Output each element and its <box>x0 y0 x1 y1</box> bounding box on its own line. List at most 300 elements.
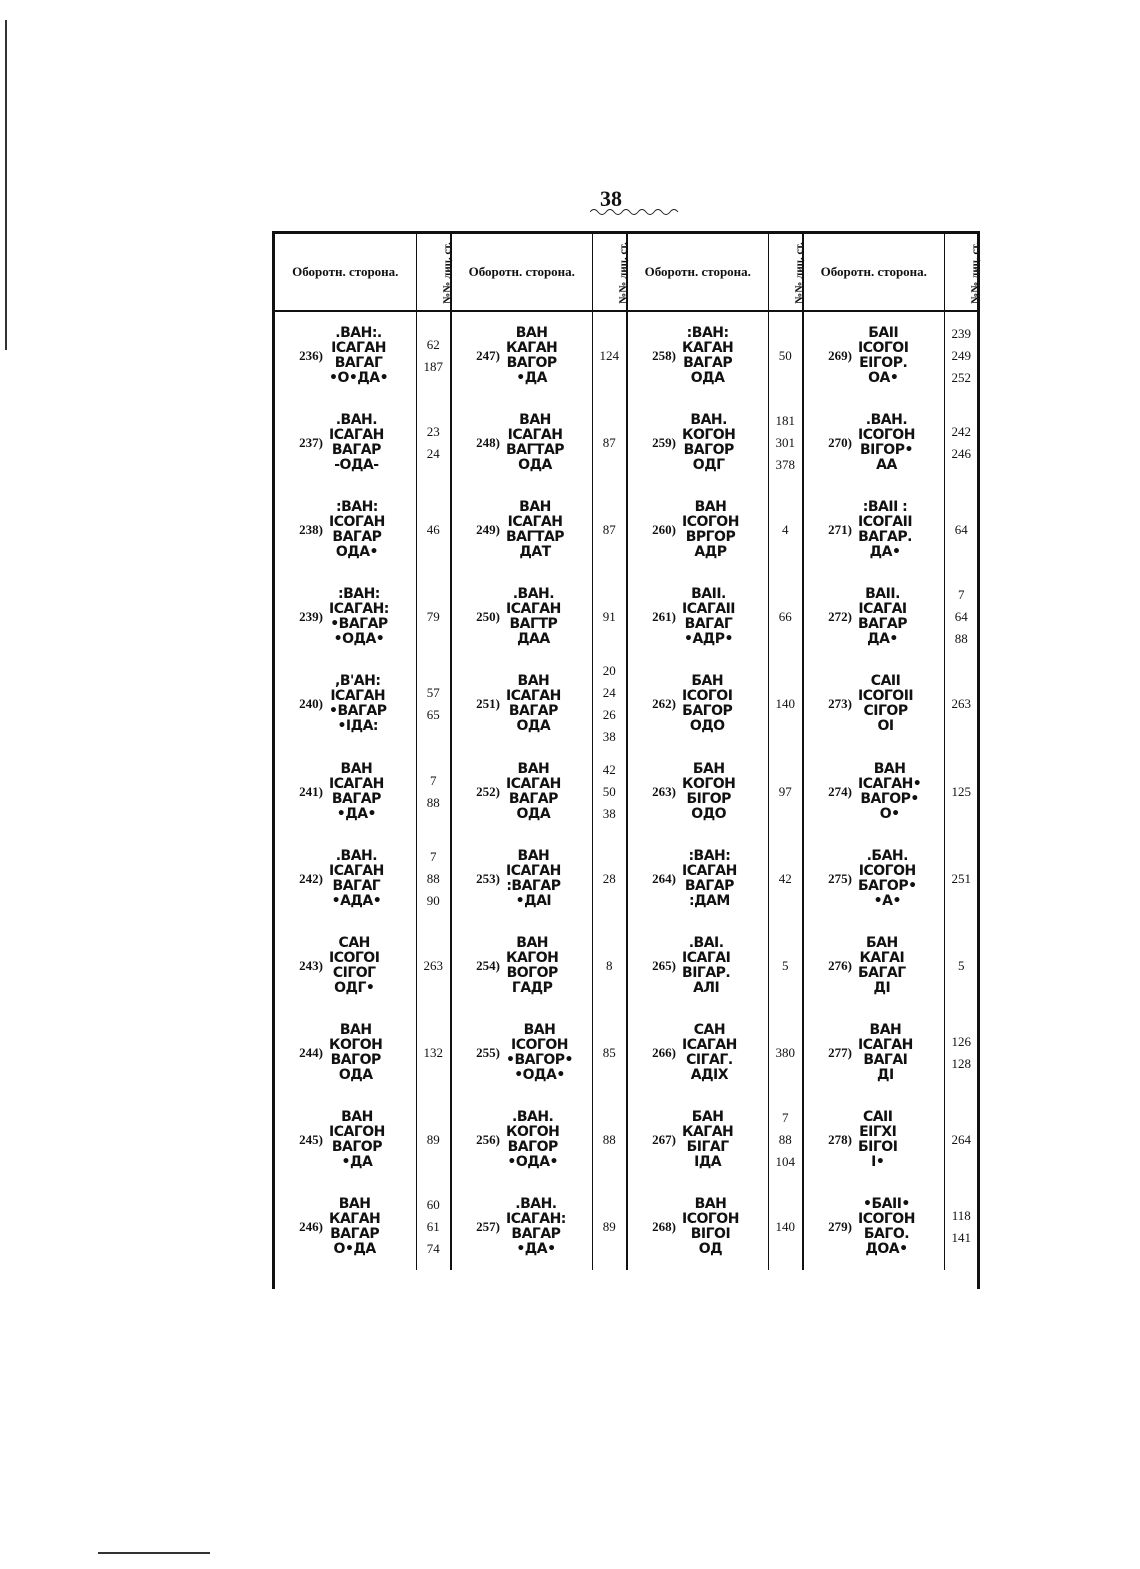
obverse-number: 66 <box>778 608 792 624</box>
inscription-line: ВАГАР <box>511 1225 561 1242</box>
inscription-line: ОДГ• <box>334 979 375 996</box>
obverse-numbers-cell <box>592 399 627 486</box>
reverse-side-cell <box>451 748 592 835</box>
inscription-line: ОА• <box>868 369 899 386</box>
inscription-line: ВАГАР. <box>858 528 912 545</box>
inscription-line: ВАН <box>869 1021 902 1038</box>
table-row <box>275 311 979 399</box>
entry-number: 267) <box>652 1131 676 1147</box>
inscription-line: КОГОН <box>329 1036 383 1053</box>
obverse-numbers-cell <box>768 660 803 748</box>
inscription-line: ІСОГОІ <box>682 688 733 704</box>
inscription-line: І• <box>871 1153 885 1170</box>
entry-number: 276) <box>828 957 852 973</box>
entry-number: 245) <box>299 1131 323 1147</box>
inscription-line: ОДА <box>516 805 551 822</box>
inscription <box>506 326 557 386</box>
entry-number: 259) <box>652 434 676 450</box>
inscription-line: ОДА• <box>335 543 378 560</box>
obverse-number: 64 <box>954 521 968 537</box>
inscription <box>329 587 389 647</box>
inscription <box>506 413 564 473</box>
inscription-line: :ВАН: <box>688 847 731 864</box>
wavy-rule <box>590 206 680 218</box>
inscription-line: СІГОР <box>863 703 908 719</box>
reverse-side-cell <box>627 1096 768 1183</box>
inscription-line: .ВАН. <box>512 585 555 602</box>
obverse-number: 124 <box>599 347 619 363</box>
obverse-number: 24 <box>602 685 616 700</box>
inscription-line: ІСАГАН• <box>858 775 922 792</box>
inscription-line: ВАГАГ <box>684 615 733 632</box>
reverse-side-cell <box>451 835 592 922</box>
inscription-line: ВРГОР <box>685 528 736 545</box>
inscription-line: БАГО. <box>863 1225 910 1242</box>
inscription-line: О• <box>879 805 900 822</box>
obverse-numbers-cell <box>416 660 451 748</box>
inscription-line: ІСАГАН <box>330 688 386 704</box>
reverse-side-cell <box>451 660 592 748</box>
inscription <box>506 500 564 560</box>
obverse-number: 57 <box>426 685 440 700</box>
obverse-numbers-cell <box>592 311 627 399</box>
inscription-line: ВІГОР• <box>860 441 913 458</box>
inscription-line: •ІДА: <box>337 718 379 734</box>
inscription-line: ОДА <box>690 369 725 386</box>
obverse-numbers-cell <box>416 486 451 573</box>
inscription-line: ІСАГАН <box>507 426 563 443</box>
obverse-number: 140 <box>775 696 795 711</box>
inscription-line: :ВАН: <box>335 498 378 515</box>
entry-number: 251) <box>476 696 500 711</box>
inscription-line: ДОА• <box>865 1240 908 1257</box>
inscription-line: ВАН <box>339 1021 372 1038</box>
obverse-number: 252 <box>951 369 971 385</box>
obverse-number: 263 <box>423 957 443 973</box>
obverse-number: 88 <box>426 870 440 886</box>
reverse-side-cell <box>627 922 768 1009</box>
obverse-numbers-cell <box>768 311 803 399</box>
inscription-line: .ВАІ. <box>688 934 724 951</box>
scan-edge-line <box>5 20 7 350</box>
table-row <box>275 922 979 1009</box>
reverse-side-cell <box>627 835 768 922</box>
obverse-numbers-cell <box>768 748 803 835</box>
inscription-line: .ВАН. <box>335 847 378 864</box>
inscription-line: •ДА <box>341 1153 373 1170</box>
entry-number: 256) <box>476 1131 500 1147</box>
inscription-line: •ОДА• <box>507 1153 558 1170</box>
obverse-numbers-cell <box>416 835 451 922</box>
inscription-line: ІСАГОН <box>329 1123 385 1140</box>
inscription-line: ДА• <box>867 630 898 647</box>
reverse-side-cell <box>275 660 416 748</box>
inscription-line: ВОГОР <box>506 964 558 981</box>
entry-number: 279) <box>828 1218 852 1234</box>
inscription-line: .ВАН. <box>865 411 908 428</box>
inscription-line: ОД <box>698 1240 723 1257</box>
obverse-number: 251 <box>951 870 971 886</box>
entry-number: 254) <box>476 957 500 973</box>
obverse-number: 88 <box>778 1131 792 1147</box>
obverse-number: 91 <box>602 608 616 624</box>
inscription-line: ВАГОР• <box>860 790 919 807</box>
obverse-number: 64 <box>954 608 968 624</box>
inscription <box>329 1023 382 1083</box>
inscription <box>682 1023 737 1083</box>
entry-number: 238) <box>299 521 323 537</box>
inscription-line: ІСОГОІ <box>858 339 909 356</box>
inscription-line: ВАН <box>517 760 550 777</box>
inscription <box>858 674 913 734</box>
entry-number: 255) <box>476 1044 500 1060</box>
inscription-line: О•ДА <box>333 1240 376 1257</box>
entry-number: 252) <box>476 783 500 799</box>
reverse-side-cell <box>803 660 944 748</box>
entry-number: 269) <box>828 347 852 363</box>
obverse-numbers-cell <box>592 835 627 922</box>
inscription-line: ВАН <box>341 1108 373 1125</box>
entry-number: 277) <box>828 1044 852 1060</box>
reverse-side-cell <box>803 573 944 660</box>
inscription-line: ВАН. <box>690 411 727 428</box>
obverse-number: 89 <box>602 1218 616 1234</box>
table-row <box>275 573 979 660</box>
obverse-numbers-cell <box>592 660 627 748</box>
inscription-line: ІСОГОН <box>858 1210 915 1227</box>
obverse-numbers-cell <box>416 1009 451 1096</box>
inscription-line: ІСАГАІ <box>682 949 731 966</box>
inscription-line: ВАГАР <box>331 441 381 458</box>
obverse-number: 7 <box>430 848 437 864</box>
obverse-number: 239 <box>951 325 971 341</box>
obverse-numbers-cell <box>592 922 627 1009</box>
inscription <box>858 326 908 386</box>
inscription-line: САІІ <box>862 1108 893 1125</box>
reverse-side-cell <box>803 399 944 486</box>
inscription-line: ІСАГАН <box>507 513 563 530</box>
inscription-line: ЕІГХІ <box>859 1123 897 1140</box>
inscription-line: ОДО <box>691 805 727 822</box>
inscription <box>682 1110 733 1170</box>
obverse-numbers-cell <box>592 1009 627 1096</box>
inscription <box>506 1197 566 1257</box>
inscription-line: ВАН <box>517 673 550 689</box>
obverse-number: 5 <box>782 957 789 973</box>
inscription-line: ВАГАГ <box>332 877 381 894</box>
inscription-line: БАГОР• <box>858 877 917 894</box>
obverse-number: 187 <box>423 358 443 374</box>
reverse-side-cell <box>451 922 592 1009</box>
obverse-number: 378 <box>775 456 795 472</box>
inscription <box>506 1110 559 1170</box>
col-header-reverse-side: Оборотн. сторона. <box>275 234 416 311</box>
obverse-numbers-cell <box>768 486 803 573</box>
inscription-line: ІСОГОІ <box>329 949 380 966</box>
inscription <box>858 762 921 822</box>
inscription-line: ,В'АН: <box>335 673 381 689</box>
entry-number: 266) <box>652 1044 676 1060</box>
inscription-line: .БАН. <box>866 847 908 864</box>
inscription-line: •АДА• <box>331 892 382 909</box>
inscription-line: ВАГОР <box>506 354 557 371</box>
inscription-line: -ОДА- <box>334 456 379 473</box>
inscription <box>329 674 386 734</box>
inscription-line: •ДАІ <box>515 892 552 909</box>
inscription <box>329 849 384 909</box>
inscription <box>329 1110 385 1170</box>
inscription-line: САН <box>338 934 370 951</box>
obverse-numbers-cell <box>416 922 451 1009</box>
inscription <box>858 500 912 560</box>
inscription-line: СІГОГ <box>332 964 376 981</box>
reverse-side-cell <box>803 486 944 573</box>
inscription-line: СІГАГ. <box>686 1051 733 1068</box>
entry-number: 236) <box>299 347 323 363</box>
obverse-number: 38 <box>602 805 616 821</box>
obverse-numbers-cell <box>944 1183 979 1270</box>
inscription <box>682 500 739 560</box>
inscription <box>506 1023 573 1083</box>
reverse-side-cell <box>451 1183 592 1270</box>
inscription-line: БАГОР <box>682 703 733 719</box>
obverse-number: 263 <box>951 696 971 711</box>
inscription-line: ІСАГАН <box>506 862 561 879</box>
entry-number: 246) <box>299 1218 323 1234</box>
obverse-numbers-cell <box>768 1096 803 1183</box>
inscription-line: АДР <box>694 543 727 560</box>
obverse-number: 87 <box>602 434 616 450</box>
entry-number: 244) <box>299 1044 323 1060</box>
inscription-line: ВАГАР <box>858 615 908 632</box>
table-row <box>275 1096 979 1183</box>
col-header-obverse-numbers: №№ лиц. ст. <box>768 234 803 311</box>
obverse-number: 38 <box>602 729 616 744</box>
obverse-number: 128 <box>951 1055 971 1071</box>
reverse-side-cell <box>275 1009 416 1096</box>
inscription-line: .ВАН. <box>512 1108 554 1125</box>
entry-number: 275) <box>828 870 852 886</box>
inscription-line: ДАА <box>517 630 550 647</box>
reverse-side-cell <box>275 573 416 660</box>
obverse-number: 4 <box>782 521 789 537</box>
inscription-line: КАГОН <box>506 949 559 966</box>
obverse-number: 26 <box>602 707 616 722</box>
obverse-number: 24 <box>426 445 440 461</box>
inscription-line: ВАГАР <box>684 877 734 894</box>
obverse-number: 246 <box>951 445 971 461</box>
inscription-line: БАН <box>692 760 725 777</box>
inscription-line: •О•ДА• <box>329 369 389 386</box>
entry-number: 247) <box>476 347 500 363</box>
inscription-line: ДІ <box>877 1066 894 1083</box>
inscription-line: ІСОГОН <box>858 862 916 879</box>
inscription <box>682 1197 739 1257</box>
obverse-number: 50 <box>602 783 616 799</box>
inscription-line: АА <box>876 456 897 473</box>
obverse-numbers-cell <box>944 486 979 573</box>
col-header-obverse-numbers: №№ лиц. ст. <box>944 234 979 311</box>
inscription <box>506 849 561 909</box>
inscription-line: БАН <box>691 673 724 689</box>
inscription-line: ІСОГОІІ <box>858 688 914 704</box>
inscription-line: •ОДА• <box>333 630 385 647</box>
table-row <box>275 748 979 835</box>
reverse-side-cell <box>451 399 592 486</box>
obverse-number: 62 <box>426 336 440 352</box>
obverse-number: 126 <box>951 1033 971 1049</box>
inscription-line: ОДГ <box>692 456 725 473</box>
inscription-line: ІСАГАН <box>506 600 561 617</box>
inscription-line: ІСАГАІІ <box>682 600 735 617</box>
inscription-line: •ОДА• <box>514 1066 565 1083</box>
inscription-line: БАН <box>691 1108 724 1125</box>
obverse-number: 125 <box>951 783 971 799</box>
inscription <box>506 587 561 647</box>
reverse-side-cell <box>627 311 768 399</box>
entry-number: 264) <box>652 870 676 886</box>
reverse-side-cell <box>451 573 592 660</box>
obverse-number: 7 <box>430 772 437 788</box>
entry-number: 274) <box>828 783 852 799</box>
inscription-line: •ДА• <box>516 1240 556 1257</box>
reverse-side-cell <box>275 1096 416 1183</box>
inscription-line: ІСАГАН <box>329 862 384 879</box>
obverse-numbers-cell <box>944 399 979 486</box>
obverse-number: 118 <box>951 1207 971 1223</box>
scan-bottom-line <box>98 1552 210 1554</box>
inscription-line: .ВАН. <box>515 1195 557 1212</box>
reverse-side-cell <box>627 1183 768 1270</box>
entry-number: 237) <box>299 434 323 450</box>
obverse-numbers-cell <box>416 311 451 399</box>
obverse-number: 264 <box>951 1131 971 1147</box>
inscription-line: ОДА <box>516 718 551 734</box>
inscription-line: :ВАН: <box>337 585 380 602</box>
obverse-number: 60 <box>426 1196 440 1212</box>
inscription-line: ДА• <box>869 543 901 560</box>
reverse-side-cell <box>451 311 592 399</box>
entry-number: 249) <box>476 521 500 537</box>
entry-number: 243) <box>299 957 323 973</box>
inscription-line: АДІХ <box>690 1066 729 1083</box>
obverse-number: 181 <box>775 412 795 428</box>
header-row <box>275 234 979 311</box>
entry-number: 262) <box>652 696 676 711</box>
obverse-number: 74 <box>426 1240 440 1256</box>
inscription-line: ЕІГОР. <box>859 354 908 371</box>
inscription-line: ВАГТАР <box>506 441 565 458</box>
inscription-line: ДІ <box>873 979 891 996</box>
inscription-line: •ВАГОР• <box>506 1051 573 1068</box>
obverse-numbers-cell <box>944 1096 979 1183</box>
inscription-line: ОДО <box>689 718 725 734</box>
entry-number: 241) <box>299 783 323 799</box>
inscription-line: •ДА <box>516 369 548 386</box>
obverse-number: 88 <box>954 630 968 646</box>
inscription-line: ІСАГАН <box>506 775 561 792</box>
inscription <box>682 936 730 996</box>
reverse-side-cell <box>627 660 768 748</box>
reverse-side-cell <box>803 311 944 399</box>
inscription-line: ВАГОР <box>330 1051 381 1068</box>
reverse-side-cell <box>275 486 416 573</box>
inscription-line: ОДА <box>518 456 552 473</box>
inscription-line: ВАГОР <box>507 1138 558 1155</box>
obverse-number: 90 <box>426 892 440 908</box>
inscription-line: ОДА <box>338 1066 373 1083</box>
table-row <box>275 486 979 573</box>
inscription-line: :ВАГАР <box>506 877 561 894</box>
inscription-line: ВАН <box>694 498 727 515</box>
obverse-number: 301 <box>775 434 795 450</box>
inscription-line: ВАГАР <box>508 703 558 719</box>
reverse-side-cell <box>627 486 768 573</box>
entry-number: 248) <box>476 434 500 450</box>
inscription <box>858 1023 913 1083</box>
table-row <box>275 1009 979 1096</box>
inscription-line: ГАДР <box>511 979 553 996</box>
table-row <box>275 835 979 922</box>
entry-number: 260) <box>652 521 676 537</box>
entry-number: 239) <box>299 608 323 624</box>
reverse-side-cell <box>803 1096 944 1183</box>
inscription-line: ІСАГАН: <box>506 1210 566 1227</box>
obverse-numbers-cell <box>944 660 979 748</box>
inscription-line: АЛІ <box>693 979 720 996</box>
page-number: 38 <box>600 186 622 211</box>
entry-number: 261) <box>652 608 676 624</box>
inscription <box>682 674 732 734</box>
obverse-numbers-cell <box>416 1096 451 1183</box>
inscription-line: БІГОР <box>686 790 731 807</box>
inscription <box>329 762 384 822</box>
inscription <box>506 936 558 996</box>
inscription <box>329 413 384 473</box>
obverse-number: 50 <box>778 347 792 363</box>
entry-number: 240) <box>299 696 323 711</box>
inscription-line: ІСАГАІ <box>858 600 907 617</box>
obverse-number: 7 <box>782 1109 789 1125</box>
inscription-line: ВІГАР. <box>682 964 731 981</box>
inscription-line: ВАГОР <box>331 1138 382 1155</box>
obverse-number: 97 <box>778 783 792 799</box>
inscription-line: КАГАІ <box>859 949 905 966</box>
obverse-numbers-cell <box>944 573 979 660</box>
reverse-side-cell <box>275 835 416 922</box>
obverse-numbers-cell <box>944 311 979 399</box>
entry-number: 263) <box>652 783 676 799</box>
inscription-line: КАГАН <box>506 339 558 356</box>
inscription-line: ІСАГАН <box>331 339 386 356</box>
inscription-line: •А• <box>873 892 901 909</box>
obverse-numbers-cell <box>592 1096 627 1183</box>
obverse-numbers-cell <box>416 573 451 660</box>
reverse-side-cell <box>275 399 416 486</box>
inscription <box>682 587 735 647</box>
obverse-number: 65 <box>426 707 440 722</box>
inscription-line: ВАІІ. <box>691 585 726 602</box>
obverse-number: 140 <box>775 1218 795 1234</box>
table-row <box>275 660 979 748</box>
obverse-number: 28 <box>602 870 616 886</box>
obverse-number: 141 <box>951 1229 971 1245</box>
obverse-numbers-cell <box>768 1009 803 1096</box>
obverse-number: 61 <box>426 1218 440 1234</box>
inscription-line: ВАІІ. <box>865 585 900 602</box>
entry-number: 278) <box>828 1131 852 1147</box>
obverse-numbers-cell <box>944 748 979 835</box>
